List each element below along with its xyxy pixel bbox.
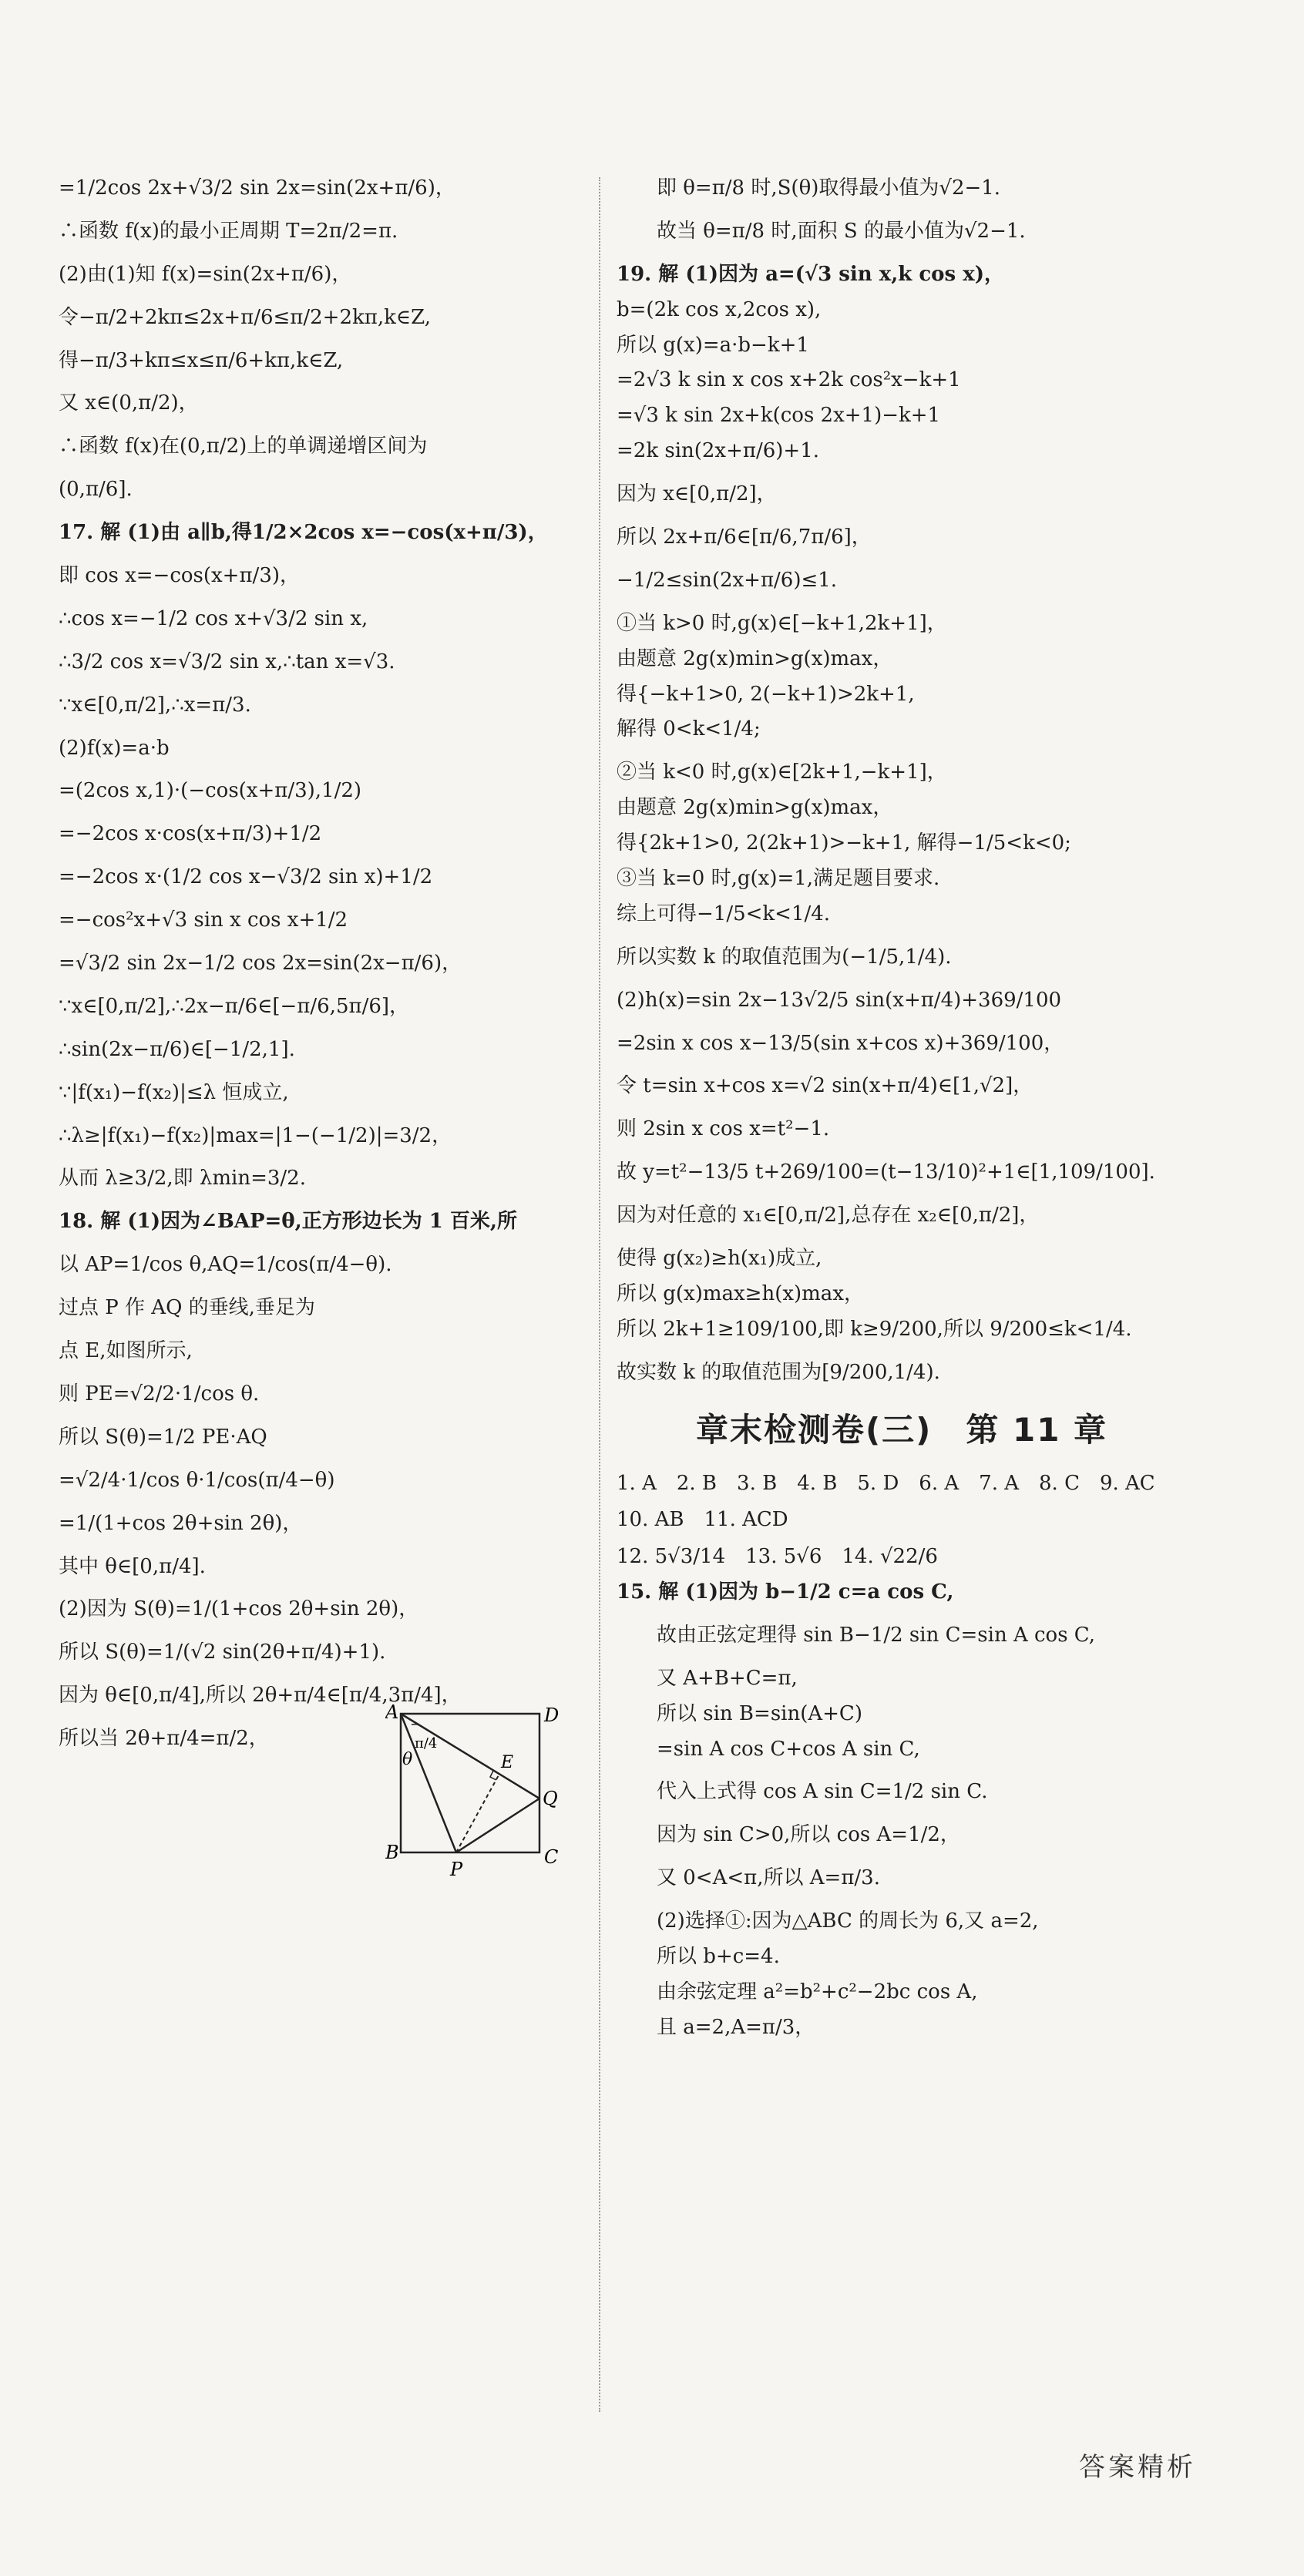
text-line: −1/2≤sin(2x+π/6)≤1. [617, 568, 838, 592]
text-line: (2)h(x)=sin 2x−13√2/5 sin(x+π/4)+369/100 [617, 988, 1062, 1012]
text-line: 则 2sin x cos x=t²−1. [617, 1117, 830, 1141]
text-line: 代入上式得 cos A sin C=1/2 sin C. [657, 1780, 988, 1804]
text-line: 令−π/2+2kπ≤2x+π/6≤π/2+2kπ,k∈Z, [59, 305, 431, 329]
text-line: ③当 k=0 时,g(x)=1,满足题目要求. [617, 867, 940, 891]
text-line: 故实数 k 的取值范围为[9/200,1/4). [617, 1360, 940, 1384]
text-line: ∴函数 f(x)的最小正周期 T=2π/2=π. [59, 219, 398, 243]
text-line: 因为 sin C>0,所以 cos A=1/2， [657, 1823, 960, 1847]
text-line: (2)因为 S(θ)=1/(1+cos 2θ+sin 2θ)， [59, 1597, 419, 1621]
text-line: 故 y=t²−13/5 t+269/100=(t−13/10)²+1∈[1,109/100]. [617, 1160, 1155, 1184]
question-18-header: 18. 解 (1)因为∠BAP=θ,正方形边长为 1 百米,所 [59, 1210, 517, 1234]
text-line: 所以 2x+π/6∈[π/6,7π/6]， [617, 526, 872, 549]
square-diagram [385, 1704, 563, 1882]
text-line: 所以 g(x)=a·b−k+1 [617, 333, 809, 357]
text-line: ∵|f(x₁)−f(x₂)|≤λ 恒成立, [59, 1080, 289, 1104]
text-line: 以 AP=1/cos θ,AQ=1/cos(π/4−θ). [59, 1253, 392, 1277]
perpendicular-pe [456, 1774, 499, 1852]
square-outline [401, 1714, 539, 1852]
text-line: 因为 θ∈[0,π/4],所以 2θ+π/4∈[π/4,3π/4]， [59, 1684, 462, 1708]
text-line: 得−π/3+kπ≤x≤π/6+kπ,k∈Z, [59, 348, 344, 372]
text-line: =−2cos x·(1/2 cos x−√3/2 sin x)+1/2 [59, 865, 433, 889]
label-q: Q [543, 1788, 558, 1809]
text-line: 由余弦定理 a²=b²+c²−2bc cos A, [657, 1980, 978, 2003]
text-line: ∴3/2 cos x=√3/2 sin x,∴tan x=√3. [59, 650, 395, 673]
text-line: 即 θ=π/8 时,S(θ)取得最小值为√2−1. [657, 176, 1001, 200]
choice-answers-row-2: 10. AB 11. ACD [617, 1508, 788, 1532]
footer-label: 答案精析 [1079, 2452, 1196, 2483]
text-line: =−2cos x·cos(x+π/3)+1/2 [59, 822, 322, 846]
text-line: 所以 2k+1≥109/100,即 k≥9/200,所以 9/200≤k<1/4. [617, 1317, 1132, 1341]
text-line: b=(2k cos x,2cos x), [617, 297, 822, 321]
text-line: 解得 0<k<1/4; [617, 717, 761, 741]
text-line: =2√3 k sin x cos x+2k cos²x−k+1 [617, 368, 961, 392]
question-15-header: 15. 解 (1)因为 b−1/2 c=a cos C, [617, 1580, 954, 1604]
text-line: 因为对任意的 x₁∈[0,π/2],总存在 x₂∈[0,π/2]， [617, 1204, 1040, 1228]
right-column [617, 177, 1187, 2052]
text-line: =2sin x cos x−13/5(sin x+cos x)+369/100， [617, 1031, 1064, 1055]
text-line: 因为 x∈[0,π/2]， [617, 482, 777, 506]
text-line: ∴cos x=−1/2 cos x+√3/2 sin x, [59, 606, 368, 630]
text-line: 从而 λ≥3/2,即 λmin=3/2. [59, 1167, 306, 1191]
segment-ap [401, 1714, 456, 1852]
text-line: ①当 k>0 时,g(x)∈[−k+1,2k+1]， [617, 611, 947, 635]
text-line: 则 PE=√2/2·1/cos θ. [59, 1382, 260, 1406]
left-column [59, 177, 583, 1771]
label-angle: π/4 [415, 1735, 438, 1751]
text-line: 又 x∈(0,π/2)， [59, 391, 199, 415]
text-line: 由题意 2g(x)min>g(x)max， [617, 647, 893, 670]
label-p: P [450, 1859, 463, 1880]
label-d: D [544, 1704, 560, 1726]
text-line: ②当 k<0 时,g(x)∈[2k+1,−k+1]， [617, 761, 947, 784]
text-line: =√3/2 sin 2x−1/2 cos 2x=sin(2x−π/6)， [59, 952, 462, 976]
text-line: 又 A+B+C=π, [657, 1666, 798, 1690]
text-line: 所以 S(θ)=1/2 PE·AQ [59, 1425, 267, 1449]
text-line: 所以 sin B=sin(A+C) [657, 1701, 862, 1725]
text-line: (2)f(x)=a·b [59, 736, 170, 760]
choice-answers-row-1: 1. A 2. B 3. B 4. B 5. D 6. A 7. A 8. C 9. AC [617, 1471, 1155, 1495]
text-line: 所以 b+c=4. [657, 1945, 780, 1969]
text-line: ∵x∈[0,π/2],∴2x−π/6∈[−π/6,5π/6]， [59, 994, 410, 1018]
text-line: ∴sin(2x−π/6)∈[−1/2,1]. [59, 1037, 295, 1061]
text-line: 所以实数 k 的取值范围为(−1/5,1/4). [617, 945, 952, 969]
label-c: C [544, 1846, 559, 1868]
text-line: 使得 g(x₂)≥h(x₁)成立, [617, 1247, 822, 1271]
text-line: 故由正弦定理得 sin B−1/2 sin C=sin A cos C, [657, 1623, 1096, 1647]
column-divider [599, 177, 600, 2412]
text-line: 其中 θ∈[0,π/4]. [59, 1554, 206, 1578]
segment-pq [456, 1798, 539, 1852]
section-title: 章末检测卷(三) 第 11 章 [695, 1410, 1108, 1449]
text-line: 得{2k+1>0, 2(2k+1)>−k+1, 解得−1/5<k<0; [617, 831, 1071, 855]
label-e: E [501, 1753, 514, 1772]
label-a: A [385, 1704, 399, 1723]
text-line: =(2cos x,1)·(−cos(x+π/3),1/2) [59, 779, 362, 803]
text-line: 故当 θ=π/8 时,面积 S 的最小值为√2−1. [657, 219, 1026, 243]
text-line: 由题意 2g(x)min>g(x)max， [617, 796, 893, 820]
text-line: 所以 g(x)max≥h(x)max， [617, 1281, 864, 1305]
text-line: =−cos²x+√3 sin x cos x+1/2 [59, 908, 348, 932]
text-line: 即 cos x=−cos(x+π/3)， [59, 564, 301, 588]
text-line: 所以当 2θ+π/4=π/2， [59, 1727, 269, 1751]
text-line: 令 t=sin x+cos x=√2 sin(x+π/4)∈[1,√2]， [617, 1074, 1033, 1098]
text-line: =1/2cos 2x+√3/2 sin 2x=sin(2x+π/6)， [59, 176, 455, 200]
text-line: =1/(1+cos 2θ+sin 2θ)， [59, 1511, 303, 1535]
text-line: (2)选择①:因为△ABC 的周长为 6,又 a=2, [657, 1909, 1039, 1933]
text-line: ∴函数 f(x)在(0,π/2)上的单调递增区间为 [59, 435, 428, 458]
text-line: =√2/4·1/cos θ·1/cos(π/4−θ) [59, 1468, 335, 1492]
question-17-header: 17. 解 (1)由 a∥b,得1/2×2cos x=−cos(x+π/3)， [59, 521, 548, 545]
text-line: 综上可得−1/5<k<1/4. [617, 902, 831, 925]
text-line: =sin A cos C+cos A sin C, [657, 1737, 920, 1761]
text-line: ∴λ≥|f(x₁)−f(x₂)|max=|1−(−1/2)|=3/2， [59, 1123, 452, 1147]
fill-in-answers: 12. 5√3/14 13. 5√6 14. √22/6 [617, 1545, 938, 1569]
text-line: =2k sin(2x+π/6)+1. [617, 439, 820, 463]
text-line: 点 E,如图所示, [59, 1339, 193, 1363]
text-line: 且 a=2,A=π/3， [657, 2015, 815, 2039]
text-line: =√3 k sin 2x+k(cos 2x+1)−k+1 [617, 404, 941, 428]
label-theta: θ [402, 1750, 413, 1769]
text-line: ∵x∈[0,π/2],∴x=π/3. [59, 693, 251, 717]
text-line: 所以 S(θ)=1/(√2 sin(2θ+π/4)+1). [59, 1641, 386, 1664]
label-b: B [385, 1842, 399, 1863]
question-19-header: 19. 解 (1)因为 a=(√3 sin x,k cos x)， [617, 262, 1005, 286]
text-line: 过点 P 作 AQ 的垂线,垂足为 [59, 1296, 315, 1320]
text-line: 又 0<A<π,所以 A=π/3. [657, 1866, 880, 1890]
text-line: (2)由(1)知 f(x)=sin(2x+π/6)， [59, 262, 352, 286]
text-line: (0,π/6]. [59, 478, 133, 502]
text-line: 得{−k+1>0, 2(−k+1)>2k+1, [617, 682, 915, 706]
